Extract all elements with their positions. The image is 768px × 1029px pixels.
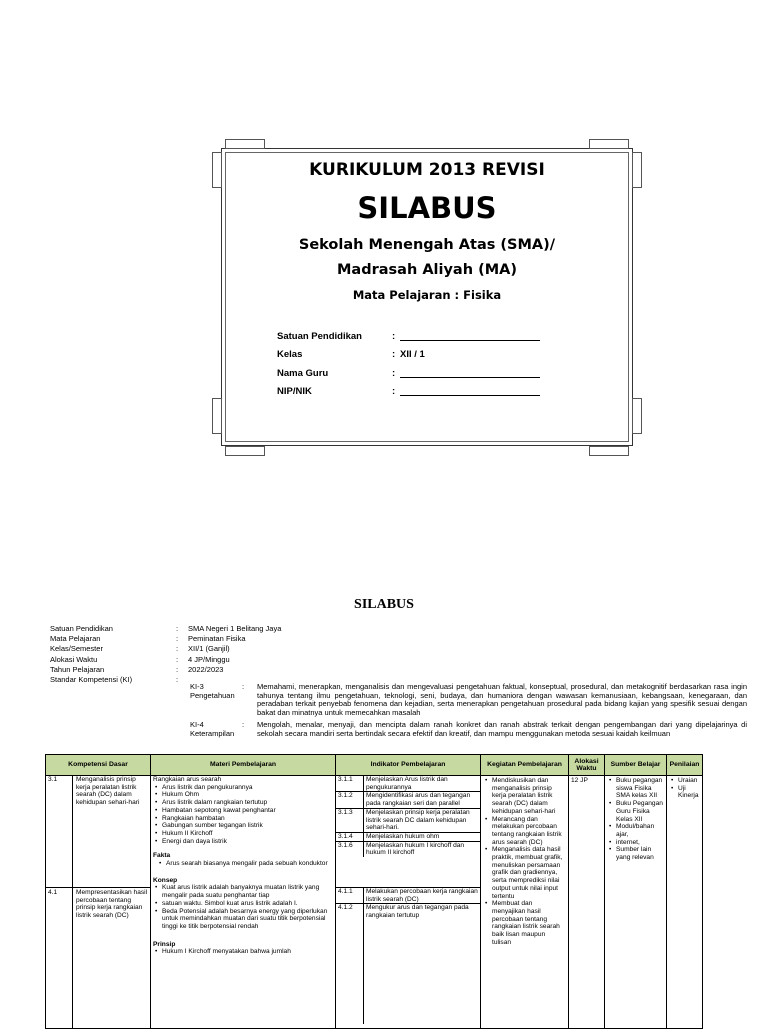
cover-school-line2: Madrasah Aliyah (MA) <box>337 262 517 278</box>
cover-subject: Mata Pelajaran : Fisika <box>352 288 502 302</box>
cover-field: Kelas : XII / 1 <box>277 349 425 360</box>
col-header: Materi Pembelajaran <box>151 755 336 776</box>
indikator-item: 4.1.2 Mengukur arus dan tegangan pada rangkaian tertutup <box>336 904 480 1024</box>
konsep-list: • Kuat arus listrik adalah banyaknya muatan listrik yang mengalir pada suatu penghantar tiap • satuan waktu. Simbol kuat arus listrik adalah I. • Beda Potensial adalah besarnya energy yang diperlukan untuk memindahkan muatan dari suatu titik berpotensial tinggi ke titik berpotensial rendah <box>153 884 333 930</box>
fill-line <box>400 386 540 396</box>
col-header: Sumber Belajar <box>605 755 667 776</box>
indikator-item: 3.1.1 Menjelaskan Arus listrik dan pengukurannya <box>336 776 480 792</box>
cover-school-line1: Sekolah Menengah Atas (SMA)/ <box>298 237 556 253</box>
penilaian-list: • Uraian • Uji Kinerja <box>669 777 700 800</box>
frame-ornament <box>589 139 629 149</box>
doc-info: Satuan Pendidikan : SMA Negeri 1 Belitang Jaya Mata Pelajaran : Peminatan Fisika Kelas/Semester : XII/1 (Ganjil) Alokasi Waktu : 4 JP/Minggu Tahun Pelajaran : 2022/2023 Standar Kompetensi (KI) : <box>50 624 282 685</box>
fakta-list: • Arus searah biasanya mengalir pada sebuah konduktor <box>153 860 333 868</box>
frame-ornament <box>212 398 222 434</box>
prinsip-label: Prinsip <box>153 940 176 948</box>
kd-item: 4.1 Mempresentasikan hasil percobaan tentang prinsip kerja rangkaian listrik searah (DC) <box>46 888 150 1028</box>
fakta-label: Fakta <box>153 852 171 860</box>
frame-ornament <box>589 446 629 456</box>
alokasi-waktu: 12 JP <box>569 776 605 1029</box>
cover-field: Nama Guru : <box>277 368 540 379</box>
sumber-list: • Buku pegangan siswa Fisika SMA kelas XII • Buku Pegangan Guru Fisika Kelas XII • Modul/bahan ajar, • internet, • Sumber lain yang relevan <box>607 777 664 862</box>
silabus-table <box>45 754 703 1029</box>
cover-field: Satuan Pendidikan : <box>277 331 540 342</box>
kelas-value: XII / 1 <box>400 349 425 360</box>
col-header: Kompetensi Dasar <box>46 755 151 776</box>
kurikulum-heading: KURIKULUM 2013 REVISI <box>309 160 545 180</box>
konsep-label: Konsep <box>153 876 178 884</box>
table-row <box>46 776 703 888</box>
table-header-row <box>46 755 703 776</box>
frame-ornament <box>632 398 642 434</box>
col-header: Kegiatan Pembelajaran <box>481 755 569 776</box>
frame-ornament <box>225 446 265 456</box>
col-header: Penilaian <box>667 755 703 776</box>
frame-ornament <box>632 152 642 188</box>
fill-line <box>400 331 540 341</box>
indikator-item: 3.1.4 Menjelaskan hukum ohm <box>336 833 480 842</box>
materi-list: • Arus listrik dan pengukurannya • Hukum Ohm • Arus listrik dalam rangkaian tertutup • Hambatan sepotong kawat penghantar • Rangkaian hambatan • Gabungan sumber tegangan listrik • Hukum II Kirchoff • Energi dan daya listrik <box>153 784 333 846</box>
col-header: Alokasi Waktu <box>569 755 605 776</box>
col-header: Indikator Pembelajaran <box>336 755 481 776</box>
indikator-item: 3.1.6 Menjelaskan hukum I kirchoff dan hukum II kirchoff <box>338 841 465 857</box>
kd-item: 3.1 Menganalisis prinsip kerja peralatan listrik searah (DC) dalam kehidupan sehari-hari <box>46 776 150 887</box>
kegiatan-list: • Mendiskusikan dan menganalisis prinsip kerja peralatan listrik searah (DC) dalam kehidupan sehari-hari • Merancang dan melakukan percobaan tentang rangkaian listrik arus searah (DC) • Menganalisis data hasil praktik, membuat grafik, menuliskan persamaan grafik dan gradiennya, serta memprediksi nilai output untuk nilai input tertentu • Membuat dan menyajikan hasil percobaan tentang rangkaian listrik searah baik lisan maupun tulisan <box>483 777 566 946</box>
frame-ornament <box>225 139 265 149</box>
indikator-item: 3.1.2 Mengidentifikasi arus dan tegangan pada rangkaian seri dan parallel <box>336 792 480 808</box>
cover-title: SILABUS <box>357 191 497 225</box>
fill-line <box>400 368 540 378</box>
prinsip-list: • Hukum I Kirchoff menyatakan bahwa jumlah <box>153 948 333 956</box>
cover-field: NIP/NIK : <box>277 386 540 397</box>
doc-title: SILABUS <box>354 597 414 612</box>
indikator-item: 3.1.3 Menjelaskan prinsip kerja peralatan listrik searah DC dalam kehidupan sehari-hari. <box>336 809 480 833</box>
indikator-item: 4.1.1 Melakukan percobaan kerja rangkaian listrik searah (DC) <box>336 888 480 904</box>
materi-heading: Rangkaian arus searah <box>153 776 222 783</box>
